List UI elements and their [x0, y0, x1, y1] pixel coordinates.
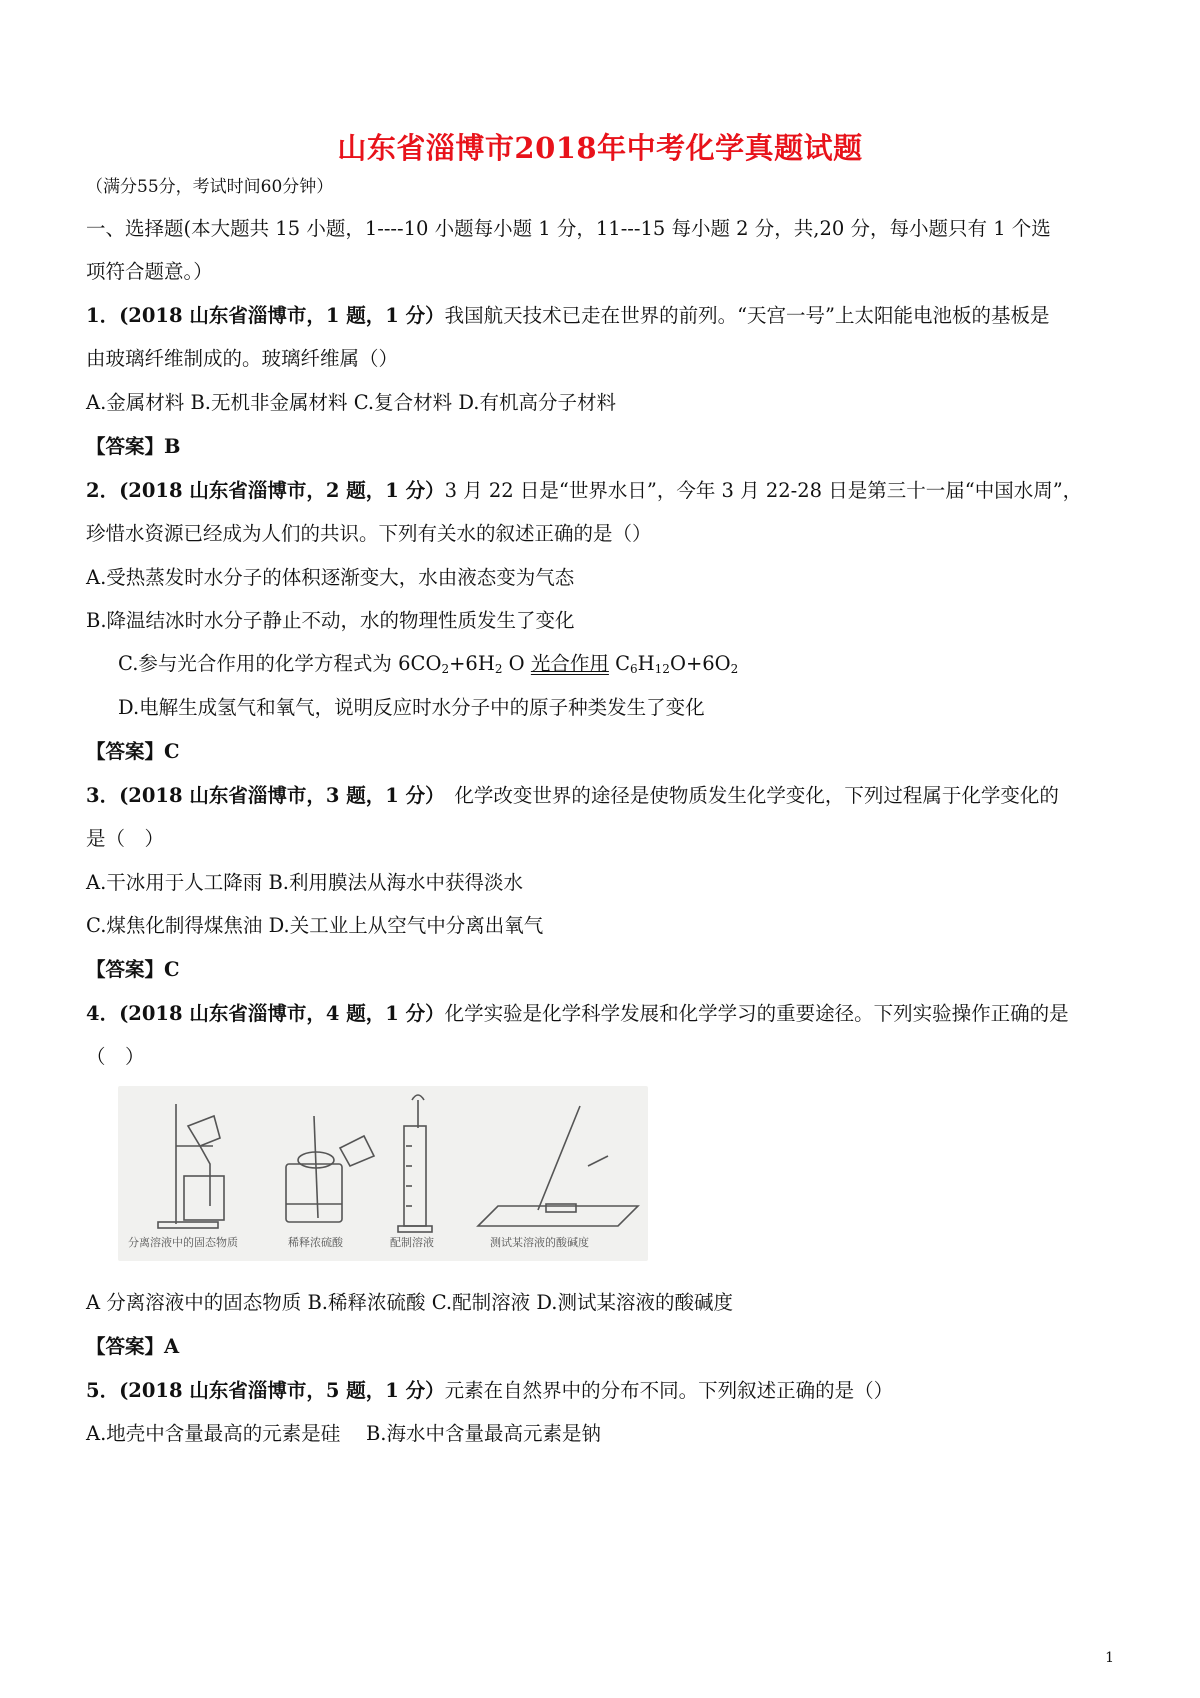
question-5-line-1 [86, 1378, 893, 1404]
question-5-options-1: A.地壳中含量最高的元素是硅 B.海水中含量最高元素是钠 [86, 1422, 602, 1445]
figure-caption-a: 分离溶液中的固态物质 [128, 1236, 238, 1249]
question-1-text: 我国航天技术已走在世界的前列。“天宫一号”上太阳能电池板的基板是 [444, 304, 1050, 327]
cylinder-apparatus [398, 1095, 432, 1232]
section-intro-line-2: 项符合题意。） [86, 260, 213, 283]
question-5-source: 5．(2018 山东省淄博市，5 题，1 分） [86, 1379, 445, 1402]
question-4-options: A 分离溶液中的固态物质 B.稀释浓硫酸 C.配制溶液 D.测试某溶液的酸碱度 [86, 1291, 733, 1314]
reaction-condition: 光合作用 [530, 652, 609, 675]
question-3-source: 3．(2018 山东省淄博市，3 题，1 分） [86, 784, 435, 807]
question-1-answer: 【答案】B [86, 435, 181, 458]
question-2-option-c: C.参与光合作用的化学方程式为 $6CO_2+6H_2$ O 光合作用 $C_6H_{12}O+6O_2$ [118, 652, 739, 676]
question-3-options-2: C.煤焦化制得煤焦油 D.关工业上从空气中分离出氧气 [86, 914, 544, 937]
exam-info: （满分55分，考试时间60分钟） [86, 177, 334, 197]
question-5-text: 元素在自然界中的分布不同。下列叙述正确的是（） [444, 1379, 894, 1402]
question-1-line-1 [86, 303, 1050, 329]
lab-apparatus-drawing [118, 1086, 648, 1261]
filtration-apparatus [158, 1104, 224, 1228]
question-2-option-b: B.降温结冰时水分子静止不动，水的物理性质发生了变化 [86, 609, 575, 632]
question-1-options: A.金属材料 B.无机非金属材料 C.复合材料 D.有机高分子材料 [86, 391, 616, 414]
question-2-option-d: D.电解生成氢气和氧气，说明反应时水分子中的原子种类发生了变化 [118, 696, 705, 719]
page-title: 山东省淄博市2018年中考化学真题试题 [337, 131, 863, 165]
question-3-answer: 【答案】C [86, 958, 180, 981]
section-intro-line-1: 一、选择题(本大题共 15 小题，1----10 小题每小题 1 分，11---15 每小题 2 分，共,20 分，每小题只有 1 个选 [86, 217, 1051, 240]
ph-test-apparatus [478, 1106, 638, 1226]
question-4-line-1 [86, 1001, 1069, 1027]
question-4-line-2: （ ） [86, 1045, 145, 1068]
question-1-source: 1．(2018 山东省淄博市，1 题，1 分） [86, 304, 445, 327]
figure-caption-c: 配制溶液 [390, 1236, 434, 1249]
question-3-options-1: A.干冰用于人工降雨 B.利用膜法从海水中获得淡水 [86, 871, 524, 894]
question-2-line-1 [86, 478, 1082, 504]
question-2-answer: 【答案】C [86, 740, 180, 763]
question-4-source: 4．(2018 山东省淄博市，4 题，1 分） [86, 1002, 445, 1025]
question-4-text: 化学实验是化学科学发展和化学学习的重要途径。下列实验操作正确的是 [444, 1002, 1069, 1025]
lab-apparatus-figure [118, 1086, 648, 1261]
question-1-line-2: 由玻璃纤维制成的。玻璃纤维属（） [86, 347, 399, 370]
figure-caption-d: 测试某溶液的酸碱度 [490, 1236, 589, 1249]
page-number: 1 [1105, 1650, 1114, 1666]
dilution-apparatus [286, 1116, 374, 1222]
question-2-option-a: A.受热蒸发时水分子的体积逐渐变大，水由液态变为气态 [86, 566, 575, 589]
question-3-text: 化学改变世界的途径是使物质发生化学变化，下列过程属于化学变化的 [434, 784, 1059, 807]
question-3-line-1 [86, 783, 1059, 809]
question-4-answer: 【答案】A [86, 1335, 180, 1358]
question-2-line-2: 珍惜水资源已经成为人们的共识。下列有关水的叙述正确的是（） [86, 522, 652, 545]
figure-caption-b: 稀释浓硫酸 [288, 1236, 343, 1249]
question-2-source: 2．(2018 山东省淄博市，2 题，1 分） [86, 479, 445, 502]
question-3-line-2: 是（ ） [86, 827, 165, 850]
question-2-text: 3 月 22 日是“世界水日”，今年 3 月 22-28 日是第三十一届“中国水周”， [444, 479, 1083, 502]
